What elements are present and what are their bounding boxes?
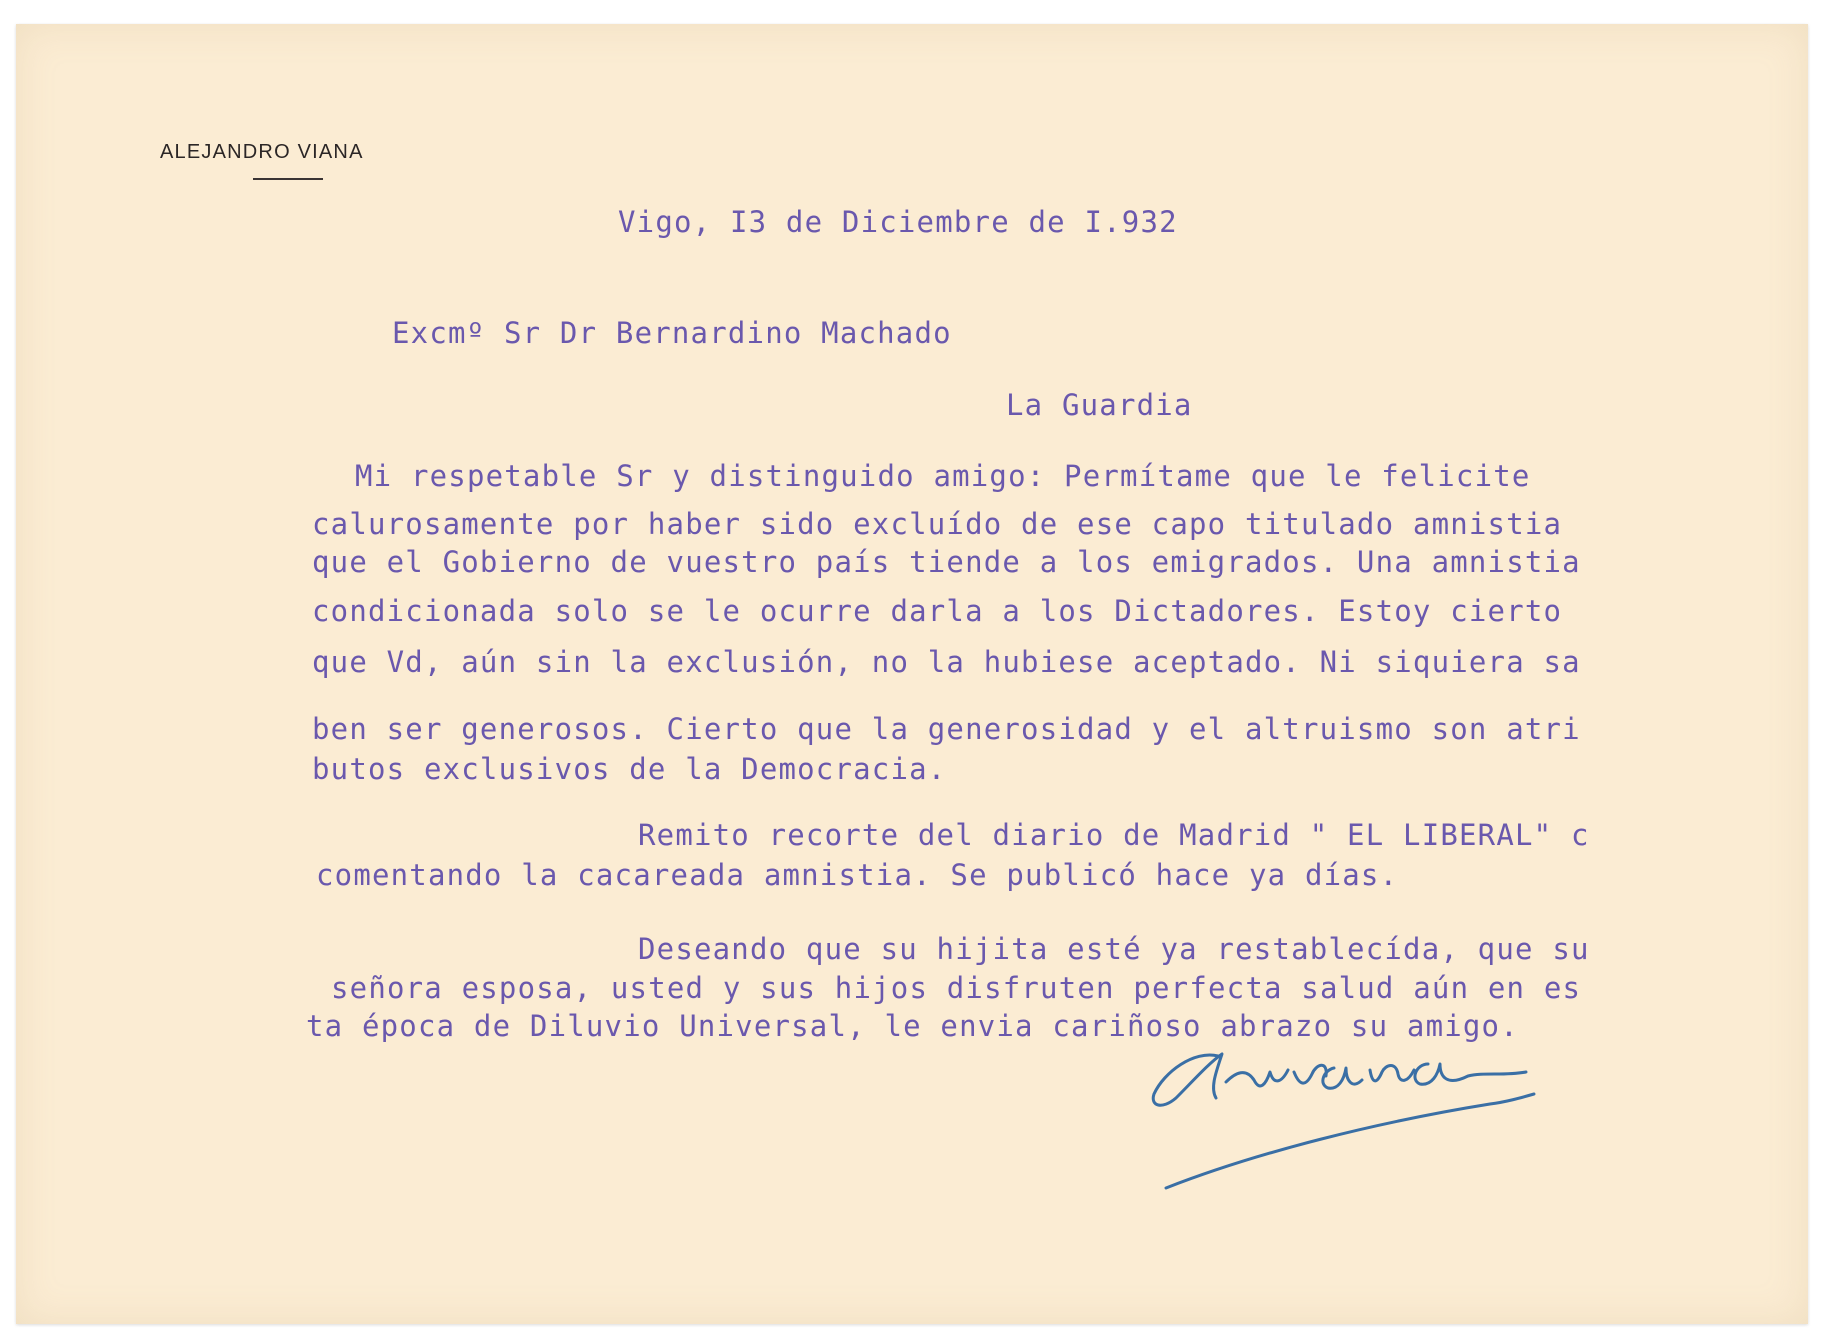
- body-line-12: ta época de Diluvio Universal, le envia cariñoso abrazo su amigo.: [306, 1009, 1519, 1043]
- date-line: Vigo, I3 de Diciembre de I.932: [618, 205, 1178, 239]
- body-line-7: butos exclusivos de la Democracia.: [312, 752, 947, 786]
- body-line-5: que Vd, aún sin la exclusión, no la hubiese aceptado. Ni siquiera sa: [312, 645, 1581, 679]
- body-line-3: que el Gobierno de vuestro país tiende a los emigrados. Una amnistia: [312, 545, 1581, 579]
- body-line-9: comentando la cacareada amnistia. Se publicó hace ya días.: [316, 858, 1399, 892]
- body-line-11: señora esposa, usted y sus hijos disfruten perfecta salud aún en es: [331, 971, 1582, 1005]
- letterhead-name: ALEJANDRO VIANA: [160, 141, 364, 163]
- body-line-6: ben ser generosos. Cierto que la generosidad y el altruismo son atri: [312, 712, 1581, 746]
- body-line-10: Deseando que su hijita esté ya restablecída, que su: [638, 932, 1590, 966]
- letterhead-divider: [253, 178, 323, 180]
- body-line-1: Mi respetable Sr y distinguido amigo: Permítame que le felicite: [355, 459, 1531, 493]
- handwritten-signature: [1148, 1020, 1568, 1200]
- signature-strokes: [1153, 1054, 1534, 1188]
- recipient-line: Excmº Sr Dr Bernardino Machado: [392, 316, 952, 350]
- body-line-4: condicionada solo se le ocurre darla a los Dictadores. Estoy cierto: [312, 594, 1563, 628]
- body-line-8: Remito recorte del diario de Madrid " EL LIBERAL" c: [638, 818, 1590, 852]
- body-line-2: calurosamente por haber sido excluído de ese capo titulado amnistia: [312, 507, 1563, 541]
- location-line: La Guardia: [1006, 388, 1193, 422]
